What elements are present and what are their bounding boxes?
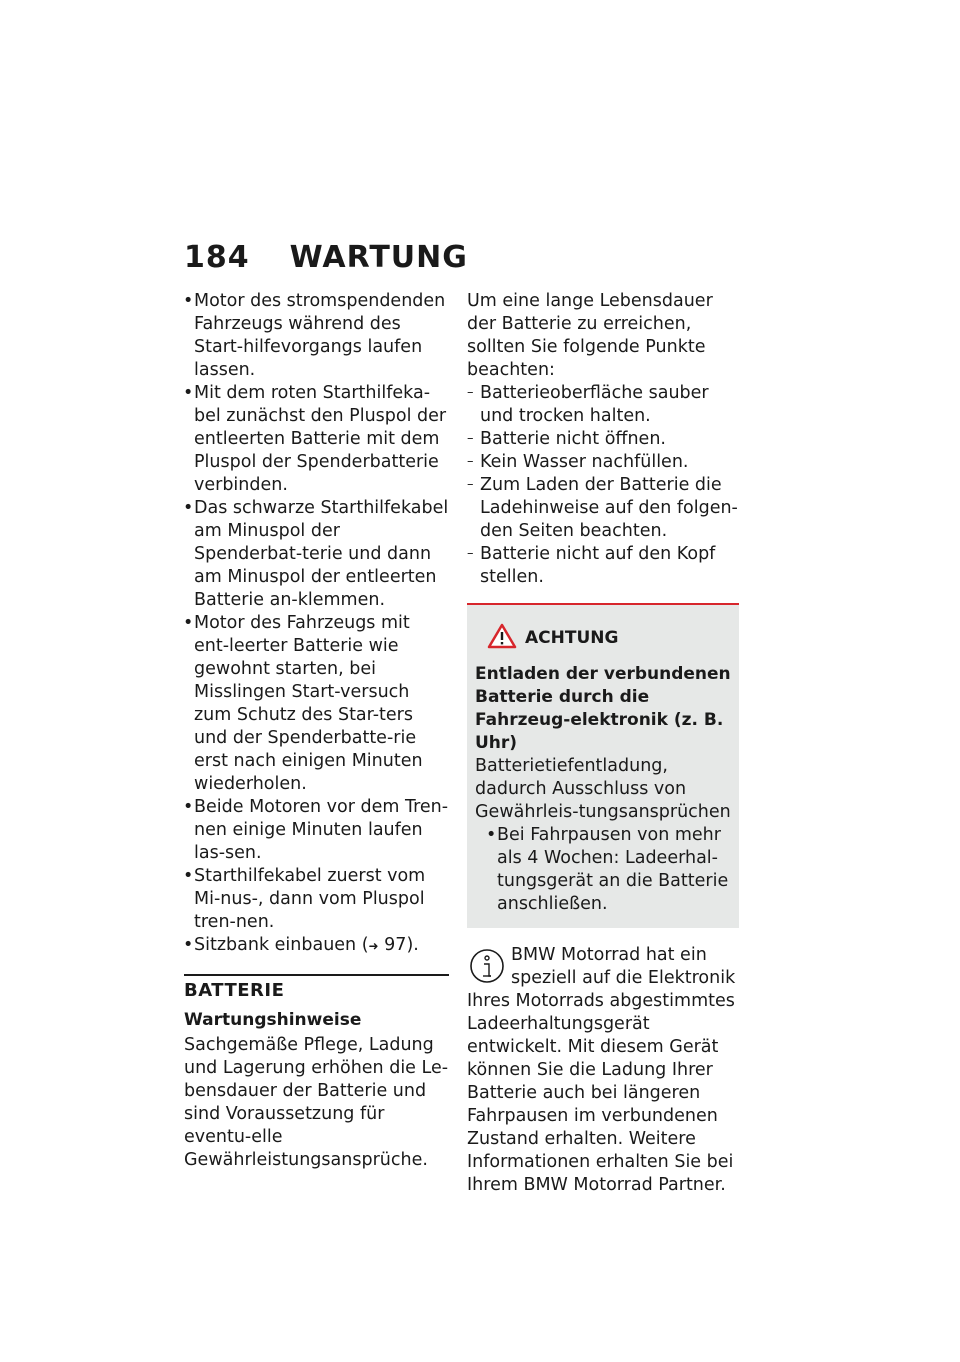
section-divider: [184, 974, 449, 976]
list-item: • Mit dem roten Starthilfeka-bel zunächst den Pluspol der entleerten Batterie mit dem Pluspol der Spenderbatterie verbinden.: [184, 382, 449, 497]
warning-triangle-icon: [487, 623, 517, 653]
list-item-seat-reference: [184, 934, 449, 958]
reference-arrow-icon: ➜: [368, 939, 379, 953]
list-item: – Batterie nicht öffnen.: [467, 428, 739, 451]
list-item: • Beide Motoren vor dem Tren-nen einige Minuten laufen las-sen.: [184, 796, 449, 865]
list-item-text-close: ).: [406, 935, 419, 955]
list-item: • Motor des stromspendenden Fahrzeugs während des Start-hilfevorgangs laufen lassen.: [184, 290, 449, 382]
list-item: – Batterieoberfläche sauber und trocken halten.: [467, 382, 739, 428]
warning-heading: Entladen der verbundenen Batterie durch die Fahrzeug-elektronik (z. B. Uhr): [475, 664, 731, 753]
page-title: WARTUNG: [289, 240, 468, 275]
list-item: – Zum Laden der Batterie die Ladehinweise auf den folgen-den Seiten beachten.: [467, 474, 739, 543]
right-column: [467, 290, 739, 1197]
list-item: – Batterie nicht auf den Kopf stellen.: [467, 543, 739, 589]
info-note: [467, 944, 739, 1197]
warning-header: [487, 623, 731, 653]
intro-paragraph: Um eine lange Lebensdauer der Batterie zu erreichen, sollten Sie folgende Punkte beachten:: [467, 291, 713, 380]
warning-actions: [475, 824, 731, 916]
battery-care-list: [467, 382, 739, 589]
list-item: • Motor des Fahrzeugs mit ent-leerter Batterie wie gewohnt starten, bei Misslingen Start-versuch zum Schutz des Star-ters und der Spenderbatte-rie erst nach einigen Minuten wiederholen.: [184, 612, 449, 796]
page-reference-link[interactable]: 97: [384, 935, 407, 955]
list-item-text: Sitzbank einbauen (: [194, 935, 369, 955]
page-header: [184, 240, 468, 275]
list-item: • Starthilfekabel zuerst vom Mi-nus-, dann vom Pluspol tren-nen.: [184, 865, 449, 934]
warning-consequence: Batterietiefentladung, dadurch Ausschluss von Gewährleis-tungsansprüchen: [475, 756, 731, 822]
list-item: • Das schwarze Starthilfekabel am Minuspol der Spenderbat-terie und dann am Minuspol der entleerten Batterie an-klemmen.: [184, 497, 449, 612]
warning-label: ACHTUNG: [525, 628, 619, 648]
left-column: [184, 290, 449, 1172]
info-text: Ihres Motorrads abgestimmtes Ladeerhaltungsgerät entwickelt. Mit diesem Gerät können Sie die Ladung Ihrer Batterie auch bei längeren Fahrpausen im verbundenen Zustand erhalten. Weitere Informationen erhalten Sie bei Ihrem BMW Motorrad Partner.: [467, 991, 735, 1195]
info-text-beside-icon: BMW Motorrad hat ein speziell auf die Elektronik: [511, 945, 736, 988]
subsection-title: Wartungshinweise: [184, 1010, 362, 1030]
jump-start-steps: [184, 290, 449, 958]
maintenance-paragraph: Sachgemäße Pflege, Ladung und Lagerung erhöhen die Le-bensdauer der Batterie und sind Voraussetzung für eventu-elle Gewährleistungsansprüche.: [184, 1035, 449, 1170]
section-title: BATTERIE: [184, 980, 285, 1001]
info-icon: [469, 946, 505, 990]
warning-box: [467, 603, 739, 928]
page-number: 184: [184, 240, 250, 275]
list-item: – Kein Wasser nachfüllen.: [467, 451, 739, 474]
list-item: • Bei Fahrpausen von mehr als 4 Wochen: Ladeerhal-tungsgerät an die Batterie anschließen.: [475, 824, 731, 916]
